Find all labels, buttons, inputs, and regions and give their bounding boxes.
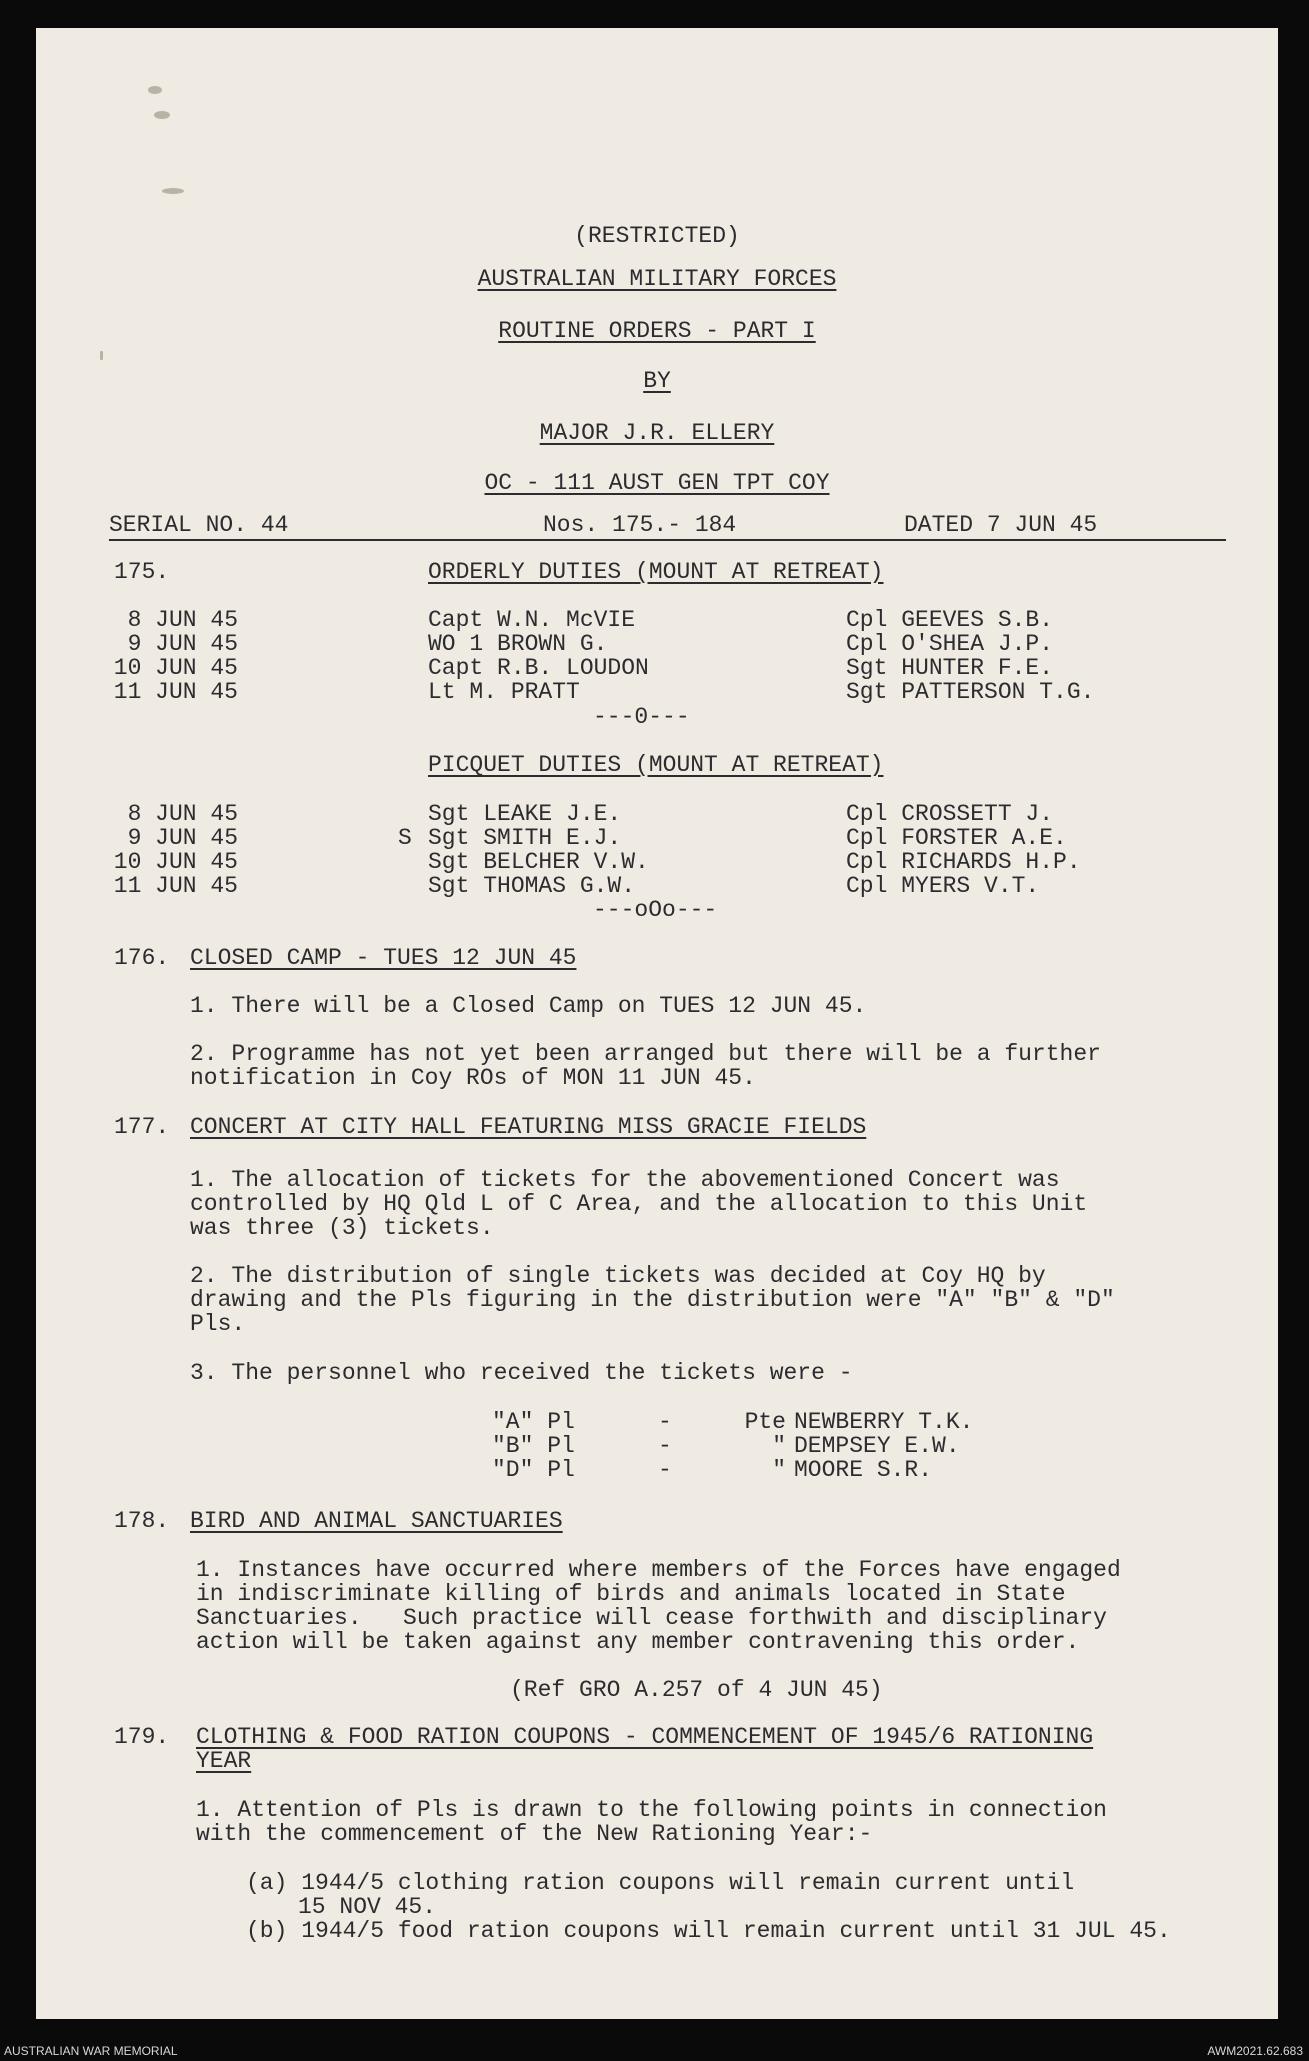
paragraph-line: was three (3) tickets. xyxy=(190,1215,494,1241)
duty-officer: Lt M. PRATT xyxy=(428,679,580,705)
paragraph-line: with the commencement of the New Rationing Year:- xyxy=(196,1821,873,1847)
duty-date: 8 JUN 45 xyxy=(127,801,238,827)
duty-sergeant: Sgt THOMAS G.W. xyxy=(428,873,636,899)
duty-nco: Sgt HUNTER F.E. xyxy=(846,655,1054,681)
ticket-dash: - xyxy=(658,1433,672,1459)
classification: (RESTRICTED) xyxy=(574,223,740,249)
list-item-continued: 15 NOV 45. xyxy=(298,1894,437,1920)
ticket-holder: DEMPSEY E.W. xyxy=(794,1433,960,1459)
duty-officer: WO 1 BROWN G. xyxy=(428,631,608,657)
paragraph-line: in indiscriminate killing of birds and animals located in State xyxy=(196,1581,1066,1607)
paper-blemish xyxy=(100,351,103,360)
paragraph-line: drawing and the Pls figuring in the distribution were "A" "B" & "D" xyxy=(190,1287,1115,1313)
unit-name: OC - 111 AUST GEN TPT COY xyxy=(484,470,830,496)
section-title: PICQUET DUTIES (MOUNT AT RETREAT) xyxy=(428,752,884,778)
ticket-rank: " xyxy=(772,1457,786,1483)
duty-officer: Capt W.N. McVIE xyxy=(428,607,636,633)
paragraph-line: notification in Coy ROs of MON 11 JUN 45. xyxy=(190,1065,756,1091)
duty-corporal: Cpl FORSTER A.E. xyxy=(846,825,1067,851)
paragraph-line: 1. Instances have occurred where members of the Forces have engaged xyxy=(196,1557,1121,1583)
archive-reference: AWM2021.62.683 xyxy=(1207,2044,1303,2058)
paper-blemish xyxy=(162,188,184,194)
paragraph-line: 2. Programme has not yet been arranged but there will be a further xyxy=(190,1041,1101,1067)
section-number: 175. xyxy=(114,559,170,585)
duty-date: 8 JUN 45 xyxy=(127,607,238,633)
ticket-platoon: "A" Pl xyxy=(492,1409,575,1435)
section-title: BIRD AND ANIMAL SANCTUARIES xyxy=(190,1508,563,1534)
ticket-rank: " xyxy=(772,1433,786,1459)
section-number: 179. xyxy=(114,1724,170,1750)
section-title: CONCERT AT CITY HALL FEATURING MISS GRACIE FIELDS xyxy=(190,1114,867,1140)
orders-title: ROUTINE ORDERS - PART I xyxy=(498,318,816,344)
paragraph-line: 1. Attention of Pls is drawn to the following points in connection xyxy=(196,1797,1107,1823)
list-item: (a) 1944/5 clothing ration coupons will remain current until xyxy=(246,1870,1075,1896)
section-title: ORDERLY DUTIES (MOUNT AT RETREAT) xyxy=(428,559,884,585)
section-number: 177. xyxy=(114,1114,170,1140)
officer-name: MAJOR J.R. ELLERY xyxy=(539,420,775,446)
separator: ---0--- xyxy=(593,704,690,730)
section-title: CLOSED CAMP - TUES 12 JUN 45 xyxy=(190,945,577,971)
margin-mark: S xyxy=(398,825,412,851)
paragraph-line: 3. The personnel who received the tickets were - xyxy=(190,1360,853,1386)
duty-nco: Sgt PATTERSON T.G. xyxy=(846,679,1095,705)
duty-date: 10 JUN 45 xyxy=(113,849,238,875)
serial-number: SERIAL NO. 44 xyxy=(109,512,289,538)
paragraph-line: Pls. xyxy=(190,1311,246,1337)
duty-sergeant: Sgt SMITH E.J. xyxy=(428,825,622,851)
duty-date: 10 JUN 45 xyxy=(113,655,238,681)
duty-sergeant: Sgt LEAKE J.E. xyxy=(428,801,622,827)
ticket-platoon: "D" Pl xyxy=(492,1457,575,1483)
paper-blemish xyxy=(154,111,170,119)
archive-credit: AUSTRALIAN WAR MEMORIAL xyxy=(4,2044,178,2058)
order-numbers: Nos. 175.- 184 xyxy=(543,512,737,538)
paragraph-line: Sanctuaries. Such practice will cease forthwith and disciplinary xyxy=(196,1605,1107,1631)
duty-date: 11 JUN 45 xyxy=(113,679,238,705)
section-title-continued: YEAR xyxy=(196,1748,252,1774)
by-line: BY xyxy=(643,368,671,394)
section-number: 176. xyxy=(114,945,170,971)
paragraph-line: controlled by HQ Qld L of C Area, and the allocation to this Unit xyxy=(190,1191,1088,1217)
document-page xyxy=(36,28,1278,2019)
duty-nco: Cpl GEEVES S.B. xyxy=(846,607,1054,633)
section-number: 178. xyxy=(114,1508,170,1534)
ticket-platoon: "B" Pl xyxy=(492,1433,575,1459)
force-title: AUSTRALIAN MILITARY FORCES xyxy=(477,266,837,292)
duty-nco: Cpl O'SHEA J.P. xyxy=(846,631,1054,657)
duty-date: 9 JUN 45 xyxy=(127,825,238,851)
ticket-holder: MOORE S.R. xyxy=(794,1457,933,1483)
duty-corporal: Cpl CROSSETT J. xyxy=(846,801,1054,827)
duty-date: 9 JUN 45 xyxy=(127,631,238,657)
separator: ---oOo--- xyxy=(593,897,718,923)
paragraph-line: 1. There will be a Closed Camp on TUES 12 JUN 45. xyxy=(190,993,867,1019)
duty-corporal: Cpl MYERS V.T. xyxy=(846,873,1040,899)
paper-blemish xyxy=(148,86,162,94)
duty-sergeant: Sgt BELCHER V.W. xyxy=(428,849,649,875)
ticket-dash: - xyxy=(658,1409,672,1435)
ticket-holder: NEWBERRY T.K. xyxy=(794,1409,974,1435)
ticket-dash: - xyxy=(658,1457,672,1483)
duty-officer: Capt R.B. LOUDON xyxy=(428,655,649,681)
list-item: (b) 1944/5 food ration coupons will remain current until 31 JUL 45. xyxy=(246,1918,1171,1944)
paragraph-line: 2. The distribution of single tickets was decided at Coy HQ by xyxy=(190,1263,1046,1289)
reference: (Ref GRO A.257 of 4 JUN 45) xyxy=(510,1677,883,1703)
paragraph-line: action will be taken against any member contravening this order. xyxy=(196,1629,1080,1655)
paragraph-line: 1. The allocation of tickets for the abovementioned Concert was xyxy=(190,1167,1060,1193)
duty-corporal: Cpl RICHARDS H.P. xyxy=(846,849,1081,875)
duty-date: 11 JUN 45 xyxy=(113,873,238,899)
section-title: CLOTHING & FOOD RATION COUPONS - COMMENCEMENT OF 1945/6 RATIONING xyxy=(196,1724,1094,1750)
order-date: DATED 7 JUN 45 xyxy=(904,512,1098,538)
ticket-rank: Pte xyxy=(744,1409,786,1435)
